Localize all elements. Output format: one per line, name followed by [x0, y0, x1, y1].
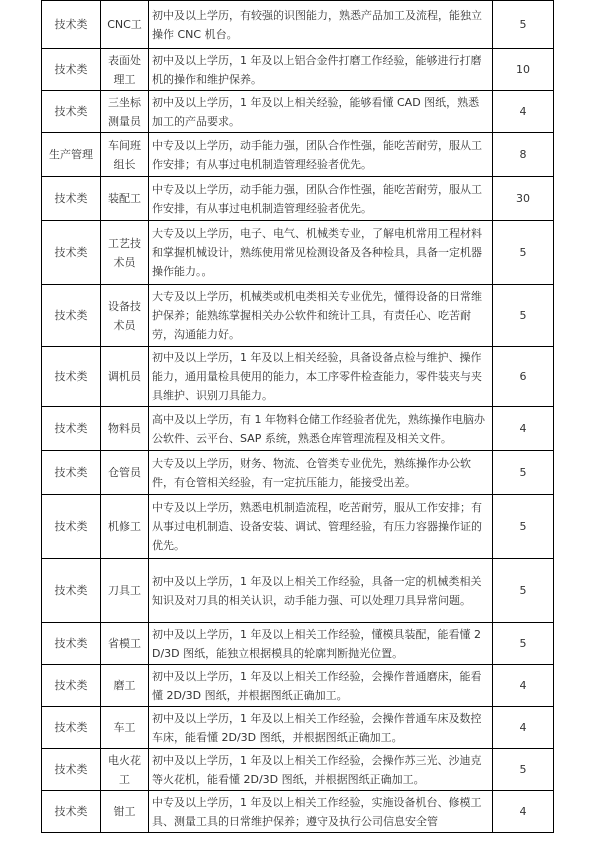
table-row: [42, 91, 554, 133]
table-row: [42, 495, 554, 559]
position-cell: 电火花工: [101, 749, 149, 791]
table-row: [42, 407, 554, 451]
requirement-cell: 中专及以上学历，熟悉电机制造流程，吃苦耐劳，服从工作安排；有从事过电机制造、设备安装、调试、管理经验，有压力容器操作证的优先。: [149, 495, 493, 559]
count-cell: 4: [493, 665, 554, 707]
position-cell: 车间班组长: [101, 133, 149, 177]
requirement-cell: 初中及以上学历，1 年及以上铝合金件打磨工作经验，能够进行打磨机的操作和维护保养。: [149, 49, 493, 91]
requirement-cell: 中专及以上学历，1 年及以上相关工作经验，实施设备机台、修模工具、测量工具的日常维护保养；遵守及执行公司信息安全管: [149, 791, 493, 833]
count-cell: 10: [493, 49, 554, 91]
count-cell: 5: [493, 451, 554, 495]
table-row: [42, 221, 554, 285]
requirement-cell: 初中及以上学历，有较强的识图能力，熟悉产品加工及流程，能独立操作 CNC 机台。: [149, 1, 493, 49]
category-cell: 技术类: [42, 495, 101, 559]
requirement-cell: 初中及以上学历，1 年及以上相关工作经验，懂模具装配，能看懂 2D/3D 图纸，能独立根据模具的轮廓判断抛光位置。: [149, 623, 493, 665]
table-row: [42, 559, 554, 623]
requirement-cell: 中专及以上学历，动手能力强，团队合作性强，能吃苦耐劳，服从工作安排，有从事过电机制造管理经验者优先。: [149, 177, 493, 221]
table-body: [42, 1, 554, 833]
table-row: [42, 707, 554, 749]
requirement-cell: 初中及以上学历，1 年及以上相关工作经验，会操作普通车床及数控车床，能看懂 2D/3D 图纸，并根据图纸正确加工。: [149, 707, 493, 749]
position-cell: 工艺技术员: [101, 221, 149, 285]
table-row: [42, 623, 554, 665]
count-cell: 5: [493, 749, 554, 791]
position-cell: 磨工: [101, 665, 149, 707]
table-row: [42, 285, 554, 347]
requirement-cell: 初中及以上学历，1 年及以上相关工作经验，具备一定的机械类相关知识及对刀具的相关认识，动手能力强、可以处理刀具异常问题。: [149, 559, 493, 623]
count-cell: 5: [493, 1, 554, 49]
count-cell: 30: [493, 177, 554, 221]
category-cell: 技术类: [42, 221, 101, 285]
requirement-cell: 大专及以上学历，电子、电气、机械类专业，了解电机常用工程材料和掌握机械设计，熟练使用常见检测设备及各种检具，具备一定机器操作能力。。: [149, 221, 493, 285]
category-cell: 技术类: [42, 665, 101, 707]
count-cell: 5: [493, 559, 554, 623]
position-cell: 装配工: [101, 177, 149, 221]
category-cell: 技术类: [42, 49, 101, 91]
table-row: [42, 133, 554, 177]
category-cell: 技术类: [42, 749, 101, 791]
table-row: [42, 451, 554, 495]
table-row: [42, 49, 554, 91]
table-row: [42, 665, 554, 707]
count-cell: 5: [493, 285, 554, 347]
requirement-cell: 大专及以上学历，财务、物流、仓管类专业优先，熟练操作办公软件，有仓管相关经验，有一定抗压能力，能接受出差。: [149, 451, 493, 495]
position-cell: 刀具工: [101, 559, 149, 623]
category-cell: 技术类: [42, 347, 101, 407]
count-cell: 5: [493, 623, 554, 665]
category-cell: 技术类: [42, 285, 101, 347]
count-cell: 5: [493, 221, 554, 285]
position-cell: 三坐标测量员: [101, 91, 149, 133]
requirement-cell: 初中及以上学历，1 年及以上相关工作经验，会操作普通磨床，能看懂 2D/3D 图纸，并根据图纸正确加工。: [149, 665, 493, 707]
count-cell: 8: [493, 133, 554, 177]
position-cell: 车工: [101, 707, 149, 749]
category-cell: 技术类: [42, 791, 101, 833]
category-cell: 技术类: [42, 177, 101, 221]
requirement-cell: 大专及以上学历，机械类或机电类相关专业优先，懂得设备的日常维护保养；能熟练掌握相关办公软件和统计工具，有责任心、吃苦耐劳，沟通能力好。: [149, 285, 493, 347]
category-cell: 技术类: [42, 623, 101, 665]
position-cell: 设备技术员: [101, 285, 149, 347]
category-cell: 技术类: [42, 451, 101, 495]
category-cell: 生产管理: [42, 133, 101, 177]
count-cell: 6: [493, 347, 554, 407]
table-row: [42, 347, 554, 407]
category-cell: 技术类: [42, 559, 101, 623]
position-cell: 调机员: [101, 347, 149, 407]
category-cell: 技术类: [42, 707, 101, 749]
table-row: [42, 177, 554, 221]
position-cell: 表面处理工: [101, 49, 149, 91]
table-row: [42, 749, 554, 791]
position-cell: 钳工: [101, 791, 149, 833]
requirement-cell: 中专及以上学历，动手能力强，团队合作性强，能吃苦耐劳，服从工作安排；有从事过电机制造管理经验者优先。: [149, 133, 493, 177]
count-cell: 4: [493, 707, 554, 749]
category-cell: 技术类: [42, 407, 101, 451]
category-cell: 技术类: [42, 1, 101, 49]
count-cell: 4: [493, 407, 554, 451]
category-cell: 技术类: [42, 91, 101, 133]
position-cell: 省模工: [101, 623, 149, 665]
table-row: [42, 791, 554, 833]
position-cell: 仓管员: [101, 451, 149, 495]
requirement-cell: 高中及以上学历，有 1 年物料仓储工作经验者优先，熟练操作电脑办公软件、云平台、SAP 系统，熟悉仓库管理流程及相关文件。: [149, 407, 493, 451]
position-cell: 物料员: [101, 407, 149, 451]
table-row: [42, 1, 554, 49]
job-requirements-table: [41, 0, 554, 833]
count-cell: 4: [493, 791, 554, 833]
requirement-cell: 初中及以上学历，1 年及以上相关工作经验，会操作苏三光、沙迪克等火花机，能看懂 2D/3D 图纸，并根据图纸正确加工。: [149, 749, 493, 791]
position-cell: 机修工: [101, 495, 149, 559]
requirement-cell: 初中及以上学历，1 年及以上相关经验，具备设备点检与维护、操作能力，通用量检具使用的能力，本工序零件检查能力，零件装夹与夹具维护、识别刀具能力。: [149, 347, 493, 407]
position-cell: CNC工: [101, 1, 149, 49]
count-cell: 4: [493, 91, 554, 133]
requirement-cell: 初中及以上学历，1 年及以上相关经验，能够看懂 CAD 图纸，熟悉加工的产品要求。: [149, 91, 493, 133]
count-cell: 5: [493, 495, 554, 559]
